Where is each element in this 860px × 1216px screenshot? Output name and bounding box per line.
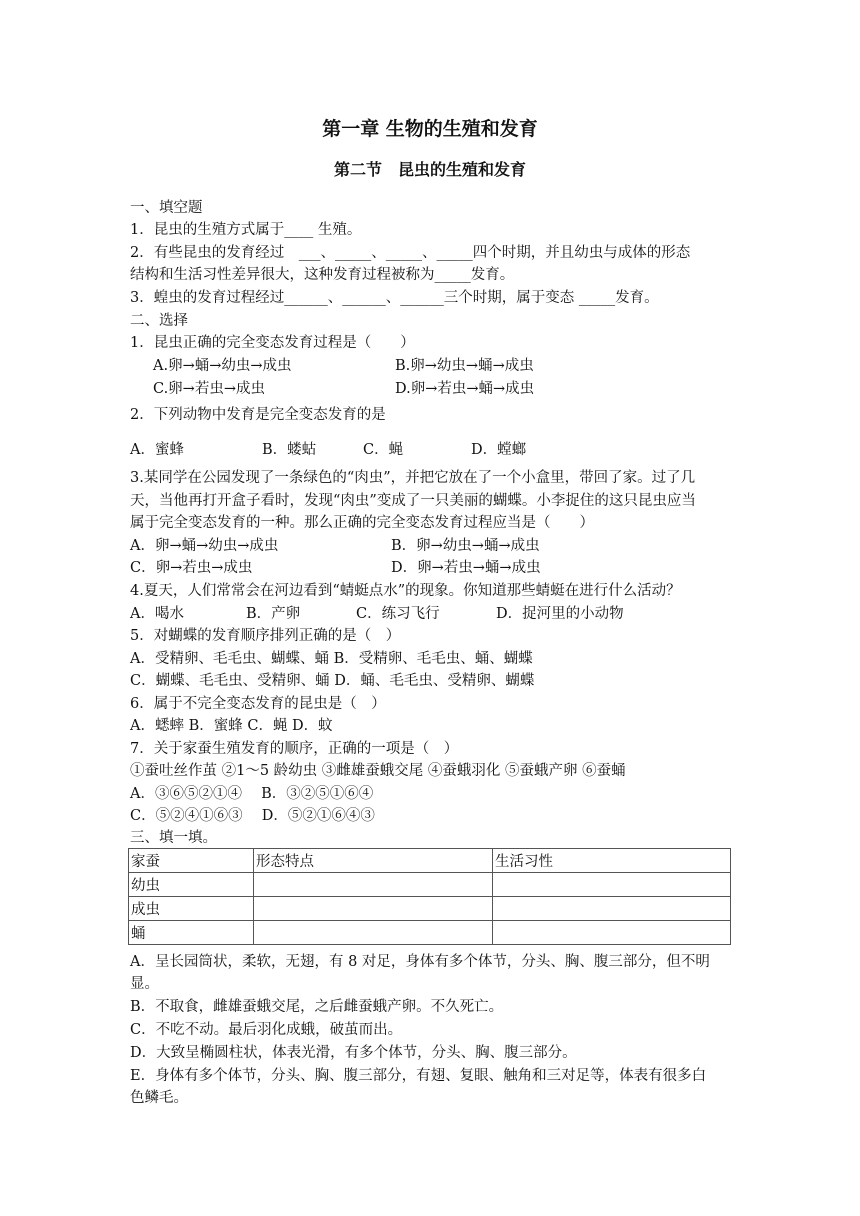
table-cell: 幼虫	[129, 873, 254, 897]
heading-fill-blank: 一、填空题	[130, 200, 203, 216]
table-cell	[254, 921, 493, 945]
option-a: A．卵→蛹→幼虫→成虫	[130, 538, 279, 554]
question-text: 5．对蝴蝶的发育顺序排列正确的是（ ）	[130, 628, 401, 644]
question-text: 4.夏天，人们常常会在河边看到“蜻蜓点水”的现象。你知道那些蜻蜓在进行什么活动？	[130, 583, 681, 599]
table-header-cell: 形态特点	[254, 849, 493, 873]
table-cell	[493, 921, 731, 945]
question-text: 天，当他再打开盒子看时，发现“肉虫”变成了一只美丽的蝴蝶。小李捉住的这只昆虫应当	[130, 493, 696, 509]
question-text: 1．昆虫正确的完全变态发育过程是（ ）	[130, 335, 415, 351]
table-header-row	[129, 849, 731, 873]
section-title: 第二节 昆虫的生殖和发育	[333, 160, 526, 179]
option-a: A．喝水	[130, 606, 184, 622]
option-line: C．⑤②④①⑥③ D．⑤②①⑥④③	[130, 808, 375, 824]
heading-choice: 二、选择	[130, 313, 188, 329]
option-d: D．螳螂	[471, 442, 527, 458]
answer-option: B．不取食，雌雄蚕蛾交尾，之后雌蚕蛾产卵。不久死亡。	[130, 999, 504, 1015]
option-b: B．蝼蛄	[262, 442, 317, 458]
option-line: A．③⑥⑤②①④ B．③②⑤①⑥④	[130, 786, 374, 802]
option-c: C．蝇	[363, 442, 404, 458]
question-text: 2．有些昆虫的发育经过 ___、_____、_____、_____四个时期，并且幼虫与成体的形态	[130, 245, 691, 261]
table-cell	[254, 897, 493, 921]
option-d: D．捉河里的小动物	[496, 606, 624, 622]
option-b: B.卵→幼虫→蛹→成虫	[395, 358, 534, 374]
option-c: C．练习飞行	[356, 606, 440, 622]
answer-option: D．大致呈椭圆柱状，体表光滑，有多个体节，分头、胸、腹三部分。	[130, 1045, 577, 1061]
table-row	[129, 897, 731, 921]
question-text: 2．下列动物中发育是完全变态发育的是	[130, 407, 386, 423]
answer-option: E．身体有多个体节，分头、胸、腹三部分，有翅、复眼、触角和三对足等，体表有很多白	[130, 1068, 707, 1084]
option-line: A．蟋蟀 B．蜜蜂 C．蝇 D．蚊	[130, 718, 333, 734]
silkworm-table	[128, 848, 731, 945]
heading-fill-table: 三、填一填。	[130, 830, 217, 846]
question-text: 3．蝗虫的发育过程经过______、______、______三个时期，属于变态 _____发育。	[130, 290, 659, 306]
chapter-title: 第一章 生物的生殖和发育	[322, 118, 538, 140]
question-text: 3.某同学在公园发现了一条绿色的“肉虫”，并把它放在了一个小盒里，带回了家。过了几	[130, 470, 696, 486]
option-c: C.卵→若虫→成虫	[153, 381, 265, 397]
option-b: B．卵→幼虫→蛹→成虫	[391, 538, 540, 554]
option-d: D.卵→若虫→蛹→成虫	[395, 381, 535, 397]
table-row	[129, 921, 731, 945]
option-d: D．卵→若虫→蛹→成虫	[391, 560, 541, 576]
table-cell: 成虫	[129, 897, 254, 921]
option-line: A．受精卵、毛毛虫、蝴蝶、蛹 B．受精卵、毛毛虫、蛹、蝴蝶	[130, 651, 533, 667]
table-row	[129, 873, 731, 897]
table-header-cell: 生活习性	[493, 849, 731, 873]
answer-option: 显。	[130, 976, 159, 992]
answer-option: A．呈长园筒状，柔软，无翅，有 8 对足，身体有多个体节，分头、胸、腹三部分，但不明	[130, 954, 710, 970]
question-text: 结构和生活习性差异很大，这种发育过程被称为_____发育。	[130, 267, 515, 283]
option-line: C．蝴蝶、毛毛虫、受精卵、蛹 D．蛹、毛毛虫、受精卵、蝴蝶	[130, 673, 535, 689]
answer-option: C．不吃不动。最后羽化成蛾，破茧而出。	[130, 1022, 403, 1038]
question-text: 1．昆虫的生殖方式属于____ 生殖。	[130, 222, 362, 238]
option-c: C．卵→若虫→成虫	[130, 560, 253, 576]
question-text: 6．属于不完全变态发育的昆虫是（ ）	[130, 696, 386, 712]
item-list: ①蚕吐丝作茧 ②1～5 龄幼虫 ③雌雄蚕蛾交尾 ④蚕蛾羽化 ⑤蚕蛾产卵 ⑥蚕蛹	[130, 763, 626, 779]
table-cell	[493, 897, 731, 921]
table-header-cell: 家蚕	[129, 849, 254, 873]
option-a: A.卵→蛹→幼虫→成虫	[153, 358, 292, 374]
option-a: A．蜜蜂	[130, 442, 184, 458]
answer-option: 色鳞毛。	[130, 1090, 188, 1106]
table-cell: 蛹	[129, 921, 254, 945]
table-cell	[254, 873, 493, 897]
option-b: B．产卵	[246, 606, 301, 622]
question-text: 7．关于家蚕生殖发育的顺序，正确的一项是（ ）	[130, 741, 459, 757]
question-text: 属于完全变态发育的一种。那么正确的完全变态发育过程应当是（ ）	[130, 515, 594, 531]
table-cell	[493, 873, 731, 897]
